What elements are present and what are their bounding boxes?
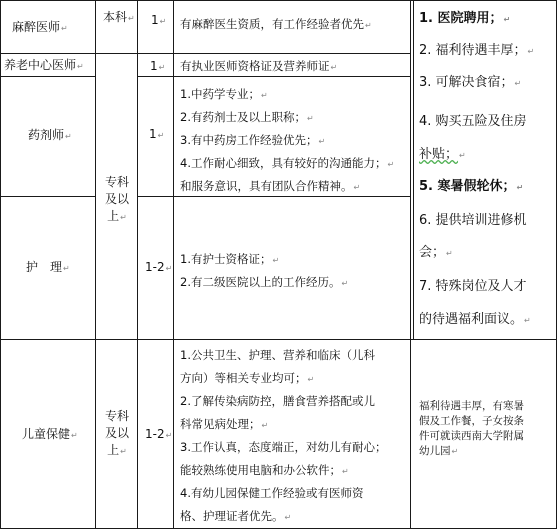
requirement-line: 4.有幼儿园保健工作经验或有医师资	[180, 486, 364, 500]
col-divider	[137, 0, 138, 529]
benefit-item: 5. 寒暑假轮休；↵	[419, 179, 524, 194]
requirement-line: 能较熟练使用电脑和办公软件；↵	[180, 463, 349, 477]
table-border-left	[0, 0, 1, 529]
col-divider	[95, 0, 96, 529]
benefit-item: 4. 购买五险及住房	[419, 114, 527, 129]
education: 专科及以上↵	[104, 409, 129, 457]
requirement-line: 方向）等相关专业均可；↵	[180, 371, 315, 385]
benefit-item: 的待遇福利面议。↵	[419, 312, 531, 327]
shared-education: 专科及以上↵	[104, 175, 129, 223]
education: 本科↵	[103, 10, 135, 24]
requirement-line: 有执业医师资格证及营养师证↵	[180, 59, 338, 73]
benefit-child-line: 福利待遇丰厚，有寒暑	[419, 400, 524, 412]
position-name: 麻醉医师↵	[12, 20, 68, 34]
benefit-item: 3. 可解决食宿；↵	[419, 75, 522, 90]
requirement-line: 和服务意识，具有团队合作精神。↵	[180, 179, 361, 193]
benefit-item: 补贴；↵	[419, 147, 466, 162]
position-name: 护 理↵	[26, 260, 70, 274]
headcount: 1↵	[149, 127, 165, 141]
benefit-child-line: 件可就读西南大学附属	[419, 430, 524, 442]
headcount: 1-2↵	[145, 260, 173, 274]
benefit-item: 7. 特殊岗位及人才	[419, 279, 527, 294]
benefit-item: 会；↵	[419, 245, 453, 260]
col-divider	[410, 0, 411, 529]
col-divider	[173, 0, 174, 529]
benefit-item: 6. 提供培训进修机	[419, 213, 527, 228]
requirement-line: 1.中药学专业；↵	[180, 87, 268, 101]
requirement-line: 2.有药剂士及以上职称；↵	[180, 110, 314, 124]
position-name: 养老中心医师↵	[4, 58, 84, 72]
position-name: 儿童保健↵	[22, 427, 78, 441]
row-divider	[0, 339, 557, 340]
requirement-line: 2.有二级医院以上的工作经历。↵	[180, 275, 349, 289]
headcount: 1↵	[151, 13, 167, 27]
requirement-line: 科常见病处理；↵	[180, 417, 269, 431]
requirement-line: 3.工作认真，态度端正，对幼儿有耐心；	[180, 440, 387, 454]
col-divider-double	[413, 0, 414, 340]
row-divider	[137, 76, 410, 77]
benefit-child-line: 幼儿园↵	[419, 445, 459, 457]
row-divider	[0, 76, 95, 77]
benefit-item: 2. 福利待遇丰厚；↵	[419, 43, 535, 58]
requirement-line: 有麻醉医生资质，有工作经验者优先↵	[180, 17, 372, 31]
row-divider	[137, 196, 410, 197]
requirement-line: 格、护理证者优先。↵	[180, 509, 292, 523]
benefit-item: 1. 医院聘用；↵	[419, 11, 511, 26]
requirement-line: 3.有中药房工作经验优先；↵	[180, 133, 326, 147]
requirement-line: 4.工作耐心细致，具有较好的沟通能力；↵	[180, 156, 395, 170]
requirement-line: 1.有护士资格证；↵	[180, 252, 280, 266]
headcount: 1↵	[150, 59, 166, 73]
requirement-line: 1.公共卫生、护理、营养和临床（儿科	[180, 348, 375, 362]
row-divider	[0, 53, 410, 54]
headcount: 1-2↵	[145, 427, 173, 441]
requirement-line: 2.了解传染病防控，膳食营养搭配或儿	[180, 394, 375, 408]
row-divider	[0, 196, 95, 197]
benefit-child-line: 假及工作餐，子女按条	[419, 415, 524, 427]
position-name: 药剂师↵	[28, 128, 72, 142]
table-border-top	[0, 0, 557, 1]
